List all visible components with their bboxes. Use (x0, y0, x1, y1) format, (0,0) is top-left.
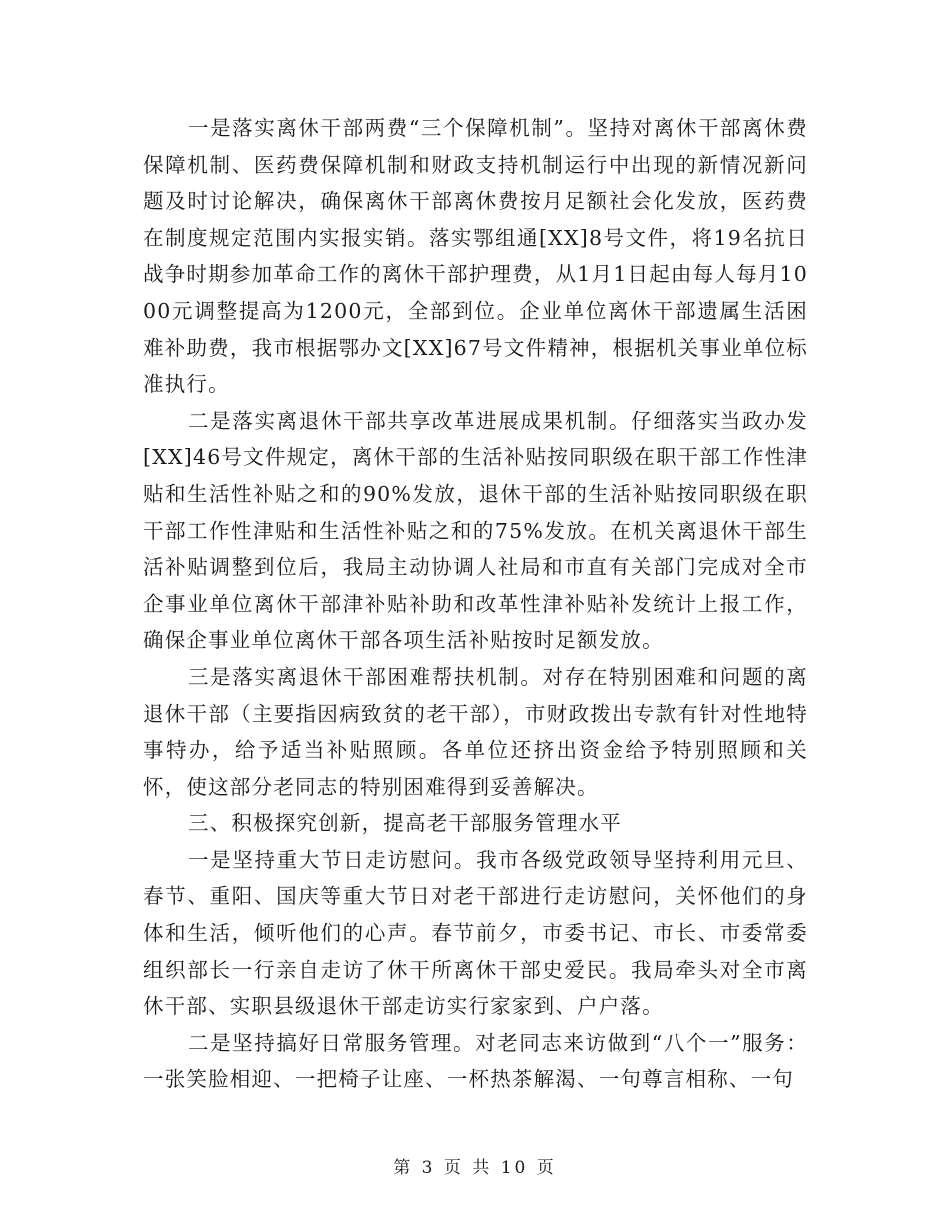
paragraph-daily-service: 二是坚持搞好日常服务管理。对老同志来访做到“八个一”服务：一张笑脸相迎、一把椅子让座、一杯热茶解渴、一句尊言相称、一句 (143, 1030, 808, 1092)
document-body (143, 110, 808, 1098)
paragraph-retirement-fees: 一是落实离休干部两费“三个保障机制”。坚持对离休干部离休费保障机制、医药费保障机制和财政支持机制运行中出现的新情况新问题及时讨论解决，确保离休干部离休费按月足额社会化发放，医药费在制度规定范围内实报实销。落实鄂组通[XX]8号文件，将19名抗日战争时期参加革命工作的离休干部护理费，从1月1日起由每人每月1000元调整提高为1200元，全部到位。企业单位离休干部遗属生活困难补助费，我市根据鄂办文[XX]67号文件精神，根据机关事业单位标准执行。 (143, 116, 808, 397)
paragraph-holiday-visits: 一是坚持重大节日走访慰问。我市各级党政领导坚持利用元旦、春节、重阳、国庆等重大节日对老干部进行走访慰问，关怀他们的身体和生活，倾听他们的心声。春节前夕，市委书记、市长、市委常委组织部长一行亲自走访了休干所离休干部史爱民。我局牵头对全市离休干部、实职县级退休干部走访实行家家到、户户落。 (143, 847, 808, 1019)
page-number-footer: 第 3 页 共 10 页 (393, 1158, 557, 1178)
paragraph-reform-benefits: 二是落实离退休干部共享改革进展成果机制。仔细落实当政办发[XX]46号文件规定，离休干部的生活补贴按同职级在职干部工作性津贴和生活性补贴之和的90%发放，退休干部的生活补贴按同职级在职干部工作性津贴和生活性补贴之和的75%发放。在机关离退休干部生活补贴调整到位后，我局主动协调人社局和市直有关部门完成对全市企事业单位离休干部津补贴补助和改革性津补贴补发统计上报工作，确保企事业单位离休干部各项生活补贴按时足额发放。 (143, 408, 808, 653)
section-heading: 三、积极探究创新，提高老干部服务管理水平 (188, 811, 622, 836)
paragraph-hardship-assistance: 三是落实离退休干部困难帮扶机制。对存在特别困难和问题的离退休干部（主要指因病致贫的老干部），市财政拨出专款有针对性地特事特办，给予适当补贴照顾。各单位还挤出资金给予特别照顾和关怀，使这部分老同志的特别困难得到妥善解决。 (143, 664, 808, 799)
